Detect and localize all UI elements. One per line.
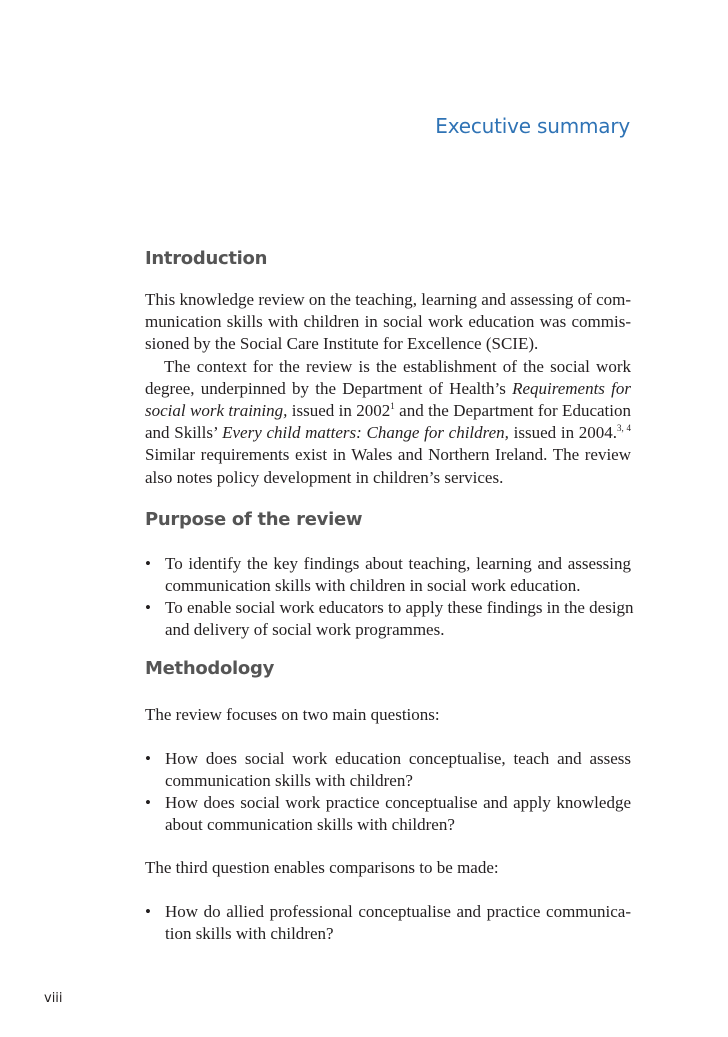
italic-title: social work training, (145, 400, 288, 420)
bullet-icon: • (145, 598, 151, 617)
text-line: Similar requirements exist in Wales and Northern Ireland. The review (145, 445, 631, 465)
italic-title: Requirements for (512, 378, 631, 398)
text-line: The context for the review is the establishment of the social work (164, 356, 631, 376)
text-line (145, 378, 631, 400)
text-line: munication skills with children in social work education was commis- (145, 312, 631, 332)
text-run: issued in 2004. (508, 423, 618, 443)
text-line: about communication skills with children? (165, 815, 455, 835)
list-item (145, 901, 631, 945)
list-item (145, 553, 631, 597)
text-line: communication skills with children? (165, 771, 413, 791)
bullet-icon: • (145, 749, 151, 768)
page-title: Executive summary (435, 114, 630, 138)
list-item (145, 748, 631, 792)
text-run: and Skills’ (145, 423, 223, 443)
text-run: degree, underpinned by the Department of Health’s (145, 378, 513, 398)
section-heading-purpose: Purpose of the review (145, 509, 363, 530)
footnote-ref: 3, 4 (617, 423, 632, 434)
text-line: How do allied professional conceptualise and practice communica- (165, 902, 631, 921)
text-line (145, 400, 631, 422)
text-line: communication skills with children in social work education. (165, 576, 581, 596)
bullet-icon: • (145, 554, 151, 573)
text-line: The third question enables comparisons to be made: (145, 858, 499, 877)
text-line: This knowledge review on the teaching, learning and assessing of com- (145, 290, 631, 309)
italic-title: Every child matters: Change for children, (222, 423, 509, 443)
text-run: and the Department for Education (394, 400, 631, 420)
page-number: viii (44, 991, 63, 1006)
text-line: How does social work practice conceptualise and apply knowledge (165, 793, 631, 812)
section-heading-introduction: Introduction (145, 248, 268, 269)
text-line: tion skills with children? (165, 924, 334, 944)
introduction-paragraph (145, 289, 631, 489)
text-run: issued in 2002 (287, 400, 391, 420)
text-line: The review focuses on two main questions: (145, 705, 440, 724)
footnote-ref: 1 (390, 400, 395, 411)
text-line: To enable social work educators to apply these findings in the design (165, 598, 634, 617)
text-line: also notes policy development in children’s services. (145, 467, 504, 487)
text-line (145, 422, 631, 444)
text-line: and delivery of social work programmes. (165, 620, 445, 640)
text-line: To identify the key findings about teaching, learning and assessing (165, 554, 631, 573)
bullet-icon: • (145, 793, 151, 812)
bullet-icon: • (145, 902, 151, 921)
methodology-third-question (145, 857, 631, 879)
section-heading-methodology: Methodology (145, 658, 275, 679)
text-line: How does social work education conceptualise, teach and assess (165, 749, 631, 768)
text-line: sioned by the Social Care Institute for Excellence (SCIE). (145, 334, 539, 354)
list-item (145, 792, 631, 836)
methodology-intro (145, 704, 631, 726)
list-item (145, 597, 634, 641)
